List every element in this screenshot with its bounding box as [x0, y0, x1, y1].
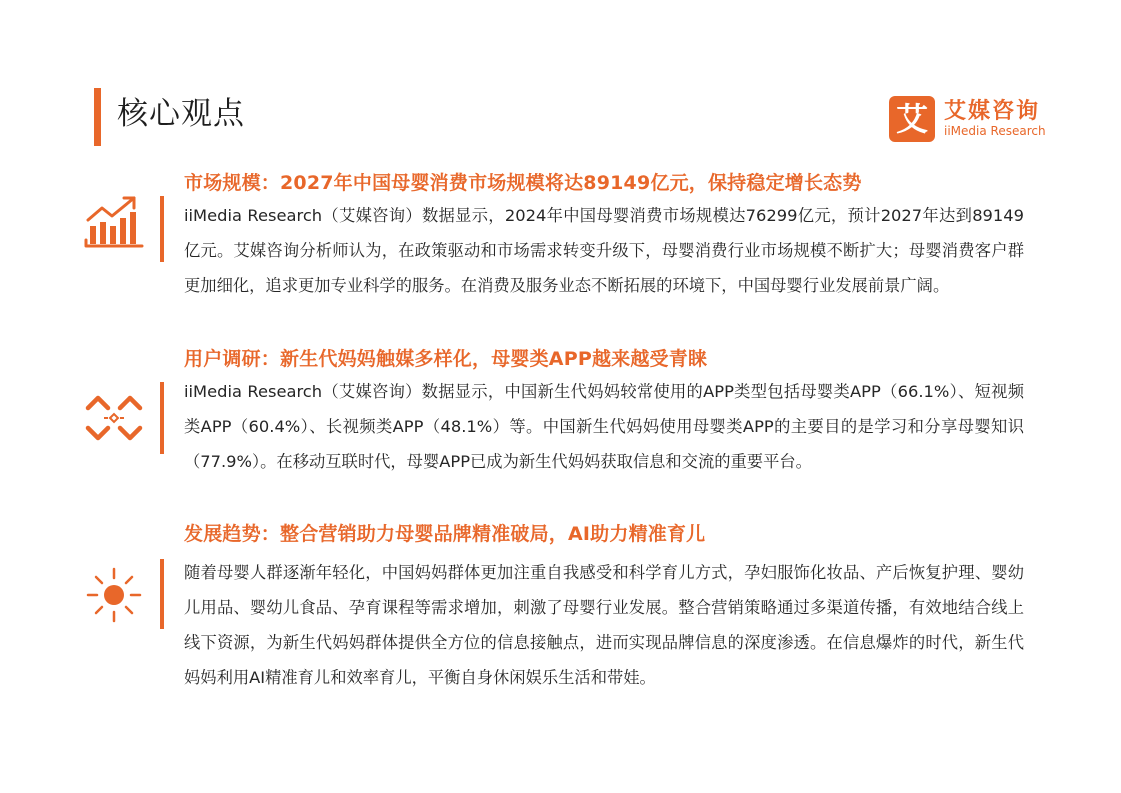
section-divider — [160, 559, 164, 629]
section-heading: 市场规模：2027年中国母婴消费市场规模将达89149亿元，保持稳定增长态势 — [184, 172, 862, 194]
brand-logo — [889, 96, 1059, 142]
logo-mark: 艾 — [889, 96, 935, 142]
section-heading: 用户调研：新生代妈妈触媒多样化，母婴类APP越来越受青睐 — [184, 348, 708, 370]
section-heading: 发展趋势：整合营销助力母婴品牌精准破局，AI助力精准育儿 — [184, 523, 706, 545]
target-focus-icon — [82, 386, 146, 450]
section-body: iiMedia Research（艾媒咨询）数据显示，2024年中国母婴消费市场规模达76299亿元，预计2027年达到89149亿元。艾媒咨询分析师认为，在政策驱动和市场需求转变升级下，母婴消费行业市场规模不断扩大；母婴消费客户群更加细化，追求更加专业科学的服务。在消费及服务业态不断拓展的环境下，中国母婴行业发展前景广阔。 — [184, 206, 1024, 295]
page-title: 核心观点 — [117, 96, 245, 132]
title-accent-bar — [94, 88, 101, 146]
section-body: 随着母婴人群逐渐年轻化，中国妈妈群体更加注重自我感受和科学育儿方式，孕妇服饰化妆品、产后恢复护理、婴幼儿用品、婴幼儿食品、孕育课程等需求增加，刺激了母婴行业发展。整合营销策略通过多渠道传播，有效地结合线上线下资源，为新生代妈妈群体提供全方位的信息接触点，进而实现品牌信息的深度渗透。在信息爆炸的时代，新生代妈妈利用AI精准育儿和效率育儿，平衡自身休闲娱乐生活和带娃。 — [184, 563, 1024, 687]
section-divider — [160, 382, 164, 454]
bar-chart-growth-icon — [82, 190, 146, 254]
logo-name-cn: 艾媒咨询 — [944, 99, 1041, 124]
sun-icon — [82, 563, 146, 627]
logo-name-en: iiMedia Research — [944, 124, 1046, 138]
section-divider — [160, 196, 164, 262]
section-body: iiMedia Research（艾媒咨询）数据显示，中国新生代妈妈较常使用的APP类型包括母婴类APP（66.1%）、短视频类APP（60.4%）、长视频类APP（48.1%）等。中国新生代妈妈使用母婴类APP的主要目的是学习和分享母婴知识（77.9%）。在移动互联时代，母婴APP已成为新生代妈妈获取信息和交流的重要平台。 — [184, 382, 1024, 471]
